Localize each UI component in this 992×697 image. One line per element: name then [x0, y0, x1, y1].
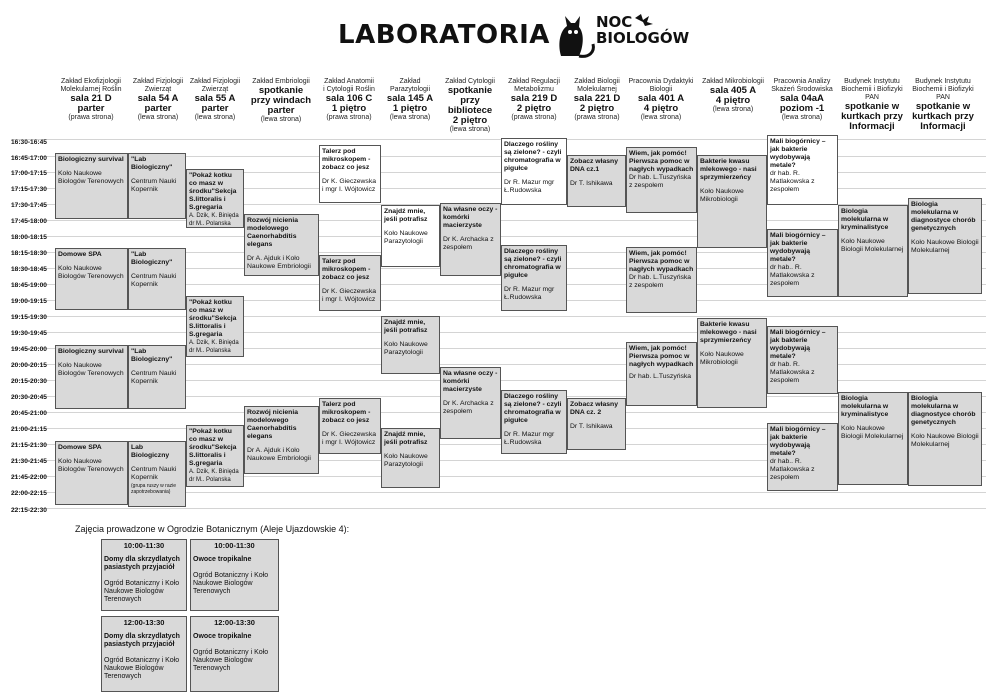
time-label: 19:30-19:45: [11, 330, 47, 337]
column-header: Zakład Parazytologii sala 145 A 1 piętro (lewa strona): [386, 78, 434, 121]
event-box[interactable]: Biologia molekularna w kryminalistyce Koło Naukowe Biologii Molekularnej: [838, 205, 908, 297]
column-header: Pracownia Dydaktyki Biologii sala 401 A 4 piętro (lewa strona): [628, 78, 694, 121]
event-box[interactable]: Lab Biologiczny Centrum Nauki Kopernik (grupa ruszy w razie zapotrzebowania): [128, 441, 186, 507]
time-label: 20:15-20:30: [11, 378, 47, 385]
time-label: 17:00-17:15: [11, 170, 47, 177]
grid-line: [11, 139, 986, 140]
column-header: Zakład Embriologii spotkanie przy windach parter (lewa strona): [250, 78, 312, 123]
time-label: 21:45-22:00: [11, 474, 47, 481]
event-box[interactable]: Znajdź mnie, jeśli potrafisz Koło Naukowe Parazytologii: [381, 428, 440, 488]
column-header: Zakład Mikrobiologii sala 405 A 4 piętro (lewa strona): [702, 78, 764, 113]
time-label: 18:00-18:15: [11, 234, 47, 241]
time-label: 20:30-20:45: [11, 394, 47, 401]
event-box[interactable]: Bakterie kwasu mlekowego - nasi sprzymierzeńcy Koło Naukowe Mikrobiologii: [697, 155, 767, 248]
page-title: LABORATORIA: [338, 20, 550, 50]
event-box[interactable]: Zobacz własny DNA cz.1 Dr T. Ishikawa: [567, 155, 626, 207]
event-box[interactable]: "Lab Biologiczny" Centrum Nauki Kopernik: [128, 153, 186, 219]
event-box[interactable]: Domowe SPA Koło Naukowe Biologów Terenowych: [55, 441, 128, 505]
event-box[interactable]: Znajdź mnie, jeśli potrafisz Koło Naukowe Parazytologii: [381, 316, 440, 374]
time-label: 17:30-17:45: [11, 202, 47, 209]
column-header: Zakład Fizjologii Zwierząt sala 54 A parter (lewa strona): [132, 78, 184, 121]
time-label: 18:45-19:00: [11, 282, 47, 289]
time-label: 17:15-17:30: [11, 186, 47, 193]
column-header: Budynek Instytutu Biochemii i Biofizyki PAN spotkanie w kurtkach przy Informacji: [912, 78, 974, 132]
column-header: Budynek Instytutu Biochemii i Biofizyki PAN spotkanie w kurtkach przy Informacji: [841, 78, 903, 132]
time-label: 21:30-21:45: [11, 458, 47, 465]
column-header: Zakład Biologii Molekularnej sala 221 D 2 piętro (prawa strona): [573, 78, 621, 121]
time-label: 22:00-22:15: [11, 490, 47, 497]
garden-heading: Zajęcia prowadzone w Ogrodzie Botanicznym (Aleje Ujazdowskie 4):: [75, 524, 350, 534]
column-header: Zakład Anatomii i Cytologii Roślin sala 106 C 1 piętro (prawa strona): [323, 78, 375, 121]
grid-line: [11, 508, 986, 509]
event-box[interactable]: Wiem, jak pomóc! Pierwsza pomoc w nagłych wypadkach Dr hab. L.Tuszyńska z zespołem: [626, 147, 697, 213]
event-box[interactable]: Zobacz własny DNA cz. 2 Dr T. Ishikawa: [567, 398, 626, 450]
event-box[interactable]: Na własne oczy - komórki macierzyste Dr K. Archacka z zespołem: [440, 203, 501, 276]
time-label: 22:15-22:30: [11, 507, 47, 514]
grid-line: [11, 332, 986, 333]
time-label: 18:15-18:30: [11, 250, 47, 257]
column-header: Zakład Fizjologii Zwierząt sala 55 A parter (lewa strona): [189, 78, 241, 121]
event-box[interactable]: Biologiczny survival Koło Naukowe Biologów Terenowych: [55, 153, 128, 219]
event-box[interactable]: Mali biogórnicy – jak bakterie wydobywają metale? dr hab.. R. Matlakowska z zespołem: [767, 423, 838, 491]
event-box[interactable]: Talerz pod mikroskopem - zobacz co jesz Dr K. Gieczewska i mgr I. Wójtowicz: [319, 145, 381, 203]
garden-event-box[interactable]: 12:00-13:30 Owoce tropikalne Ogród Botaniczny i Koło Naukowe Biologów Terenowych: [190, 616, 279, 692]
event-box[interactable]: Talerz pod mikroskopem - zobacz co jesz Dr K. Gieczewska i mgr I. Wójtowicz: [319, 255, 381, 311]
time-label: 19:15-19:30: [11, 314, 47, 321]
event-box[interactable]: Rozwój nicienia modelowego Caenorhabditis elegans Dr A. Ajduk i Koło Naukowe Embriologii: [244, 406, 319, 474]
event-box[interactable]: Biologia molekularna w diagnostyce chorób genetycznych Koło Naukowe Biologii Molekularnej: [908, 198, 982, 294]
time-label: 20:45-21:00: [11, 410, 47, 417]
event-box[interactable]: Rozwój nicienia modelowego Caenorhabditis elegans Dr A. Ajduk i Koło Naukowe Embriologii: [244, 214, 319, 276]
event-box[interactable]: Znajdź mnie, jeśli potrafisz Koło Naukowe Parazytologii: [381, 205, 440, 267]
time-label: 21:00-21:15: [11, 426, 47, 433]
column-header: Zakład Cytologii spotkanie przy bibliotece 2 piętro (lewa strona): [445, 78, 495, 133]
event-box[interactable]: Biologia molekularna w diagnostyce chorób genetycznych Koło Naukowe Biologii Molekularnej: [908, 392, 982, 486]
event-box[interactable]: Wiem, jak pomóc! Pierwsza pomoc w nagłych wypadkach Dr hab. L.Tuszyńska: [626, 342, 697, 406]
event-box[interactable]: Dlaczego rośliny są zielone? - czyli chromatografia w pigułce Dr R. Mazur mgr Ł.Rudowska: [501, 245, 567, 311]
event-box[interactable]: Wiem, jak pomóc! Pierwsza pomoc w nagłych wypadkach Dr hab. L.Tuszyńska z zespołem: [626, 247, 697, 313]
time-label: 21:15-21:30: [11, 442, 47, 449]
event-box[interactable]: "Pokaż kotku co masz w środku"Sekcja S.littoralis i S.gregaria A. Dzik, K. Binięda dr M.. Polanska: [186, 296, 244, 357]
garden-event-box[interactable]: 10:00-11:30 Owoce tropikalne Ogród Botaniczny i Koło Naukowe Biologów Terenowych: [190, 539, 279, 611]
event-box[interactable]: Biologiczny survival Koło Naukowe Biologów Terenowych: [55, 345, 128, 409]
event-box[interactable]: "Pokaż kotku co masz w środku"Sekcja S.littoralis i S.gregaria A. Dzik, K. Binięda dr M.. Polanska: [186, 425, 244, 487]
event-box[interactable]: Mali biogórnicy – jak bakterie wydobywają metale? dr hab. R. Matlakowska z zespołem: [767, 135, 838, 205]
event-box[interactable]: Mali biogórnicy – jak bakterie wydobywają metale? dr hab. R. Matlakowska z zespołem: [767, 326, 838, 394]
time-label: 18:30-18:45: [11, 266, 47, 273]
time-label: 16:45-17:00: [11, 155, 47, 162]
event-box[interactable]: Talerz pod mikroskopem - zobacz co jesz Dr K. Gieczewska i mgr I. Wójtowicz: [319, 398, 381, 454]
grid-line: [11, 316, 986, 317]
event-box[interactable]: Dlaczego rośliny są zielone? - czyli chromatografia w pigułce Dr R. Mazur mgr Ł.Rudowska: [501, 390, 567, 454]
garden-event-box[interactable]: 10:00-11:30 Domy dla skrzydlatych pasiastych przyjaciół Ogród Botaniczny i Koło Naukowe Biologów Terenowych: [101, 539, 187, 611]
column-header: Pracownia Analizy Skażeń Środowiska sala 04aA poziom -1 (lewa strona): [771, 78, 833, 121]
time-label: 19:45-20:00: [11, 346, 47, 353]
time-label: 17:45-18:00: [11, 218, 47, 225]
garden-event-box[interactable]: 12:00-13:30 Domy dla skrzydlatych pasiastych przyjaciół Ogród Botaniczny i Koło Naukowe Biologów Terenowych: [101, 616, 187, 692]
event-box[interactable]: Na własne oczy - komórki macierzyste Dr K. Archacka z zespołem: [440, 367, 501, 439]
event-box[interactable]: "Pokaż kotku co masz w środku"Sekcja S.littoralis i S.gregaria A. Dzik, K. Binięda dr M.. Polanska: [186, 169, 244, 228]
time-label: 20:00-20:15: [11, 362, 47, 369]
event-box[interactable]: Mali biogórnicy – jak bakterie wydobywają metale? dr hab.. R. Matlakowska z zespołem: [767, 229, 838, 297]
time-label: 19:00-19:15: [11, 298, 47, 305]
event-box[interactable]: "Lab Biologiczny" Centrum Nauki Kopernik: [128, 248, 186, 310]
time-label: 16:30-16:45: [11, 139, 47, 146]
logo-text: NOC BIOLOGÓW: [596, 13, 690, 47]
column-header: Zakład Regulacji Metabolizmu sala 219 D 2 piętro (prawa strona): [508, 78, 560, 121]
event-box[interactable]: "Lab Biologiczny" Centrum Nauki Kopernik: [128, 345, 186, 409]
event-box[interactable]: Bakterie kwasu mlekowego - nasi sprzymierzeńcy Koło Naukowe Mikrobiologii: [697, 318, 767, 408]
column-header: Zakład Ekofizjologii Molekularnej Roślin sala 21 D parter (prawa strona): [60, 78, 122, 121]
event-box[interactable]: Dlaczego rośliny są zielone? - czyli chromatografia w pigułce Dr R. Mazur mgr Ł.Rudowska: [501, 138, 567, 205]
event-box[interactable]: Domowe SPA Koło Naukowe Biologów Terenowych: [55, 248, 128, 310]
event-box[interactable]: Biologia molekularna w kryminalistyce Koło Naukowe Biologii Molekularnej: [838, 392, 908, 485]
